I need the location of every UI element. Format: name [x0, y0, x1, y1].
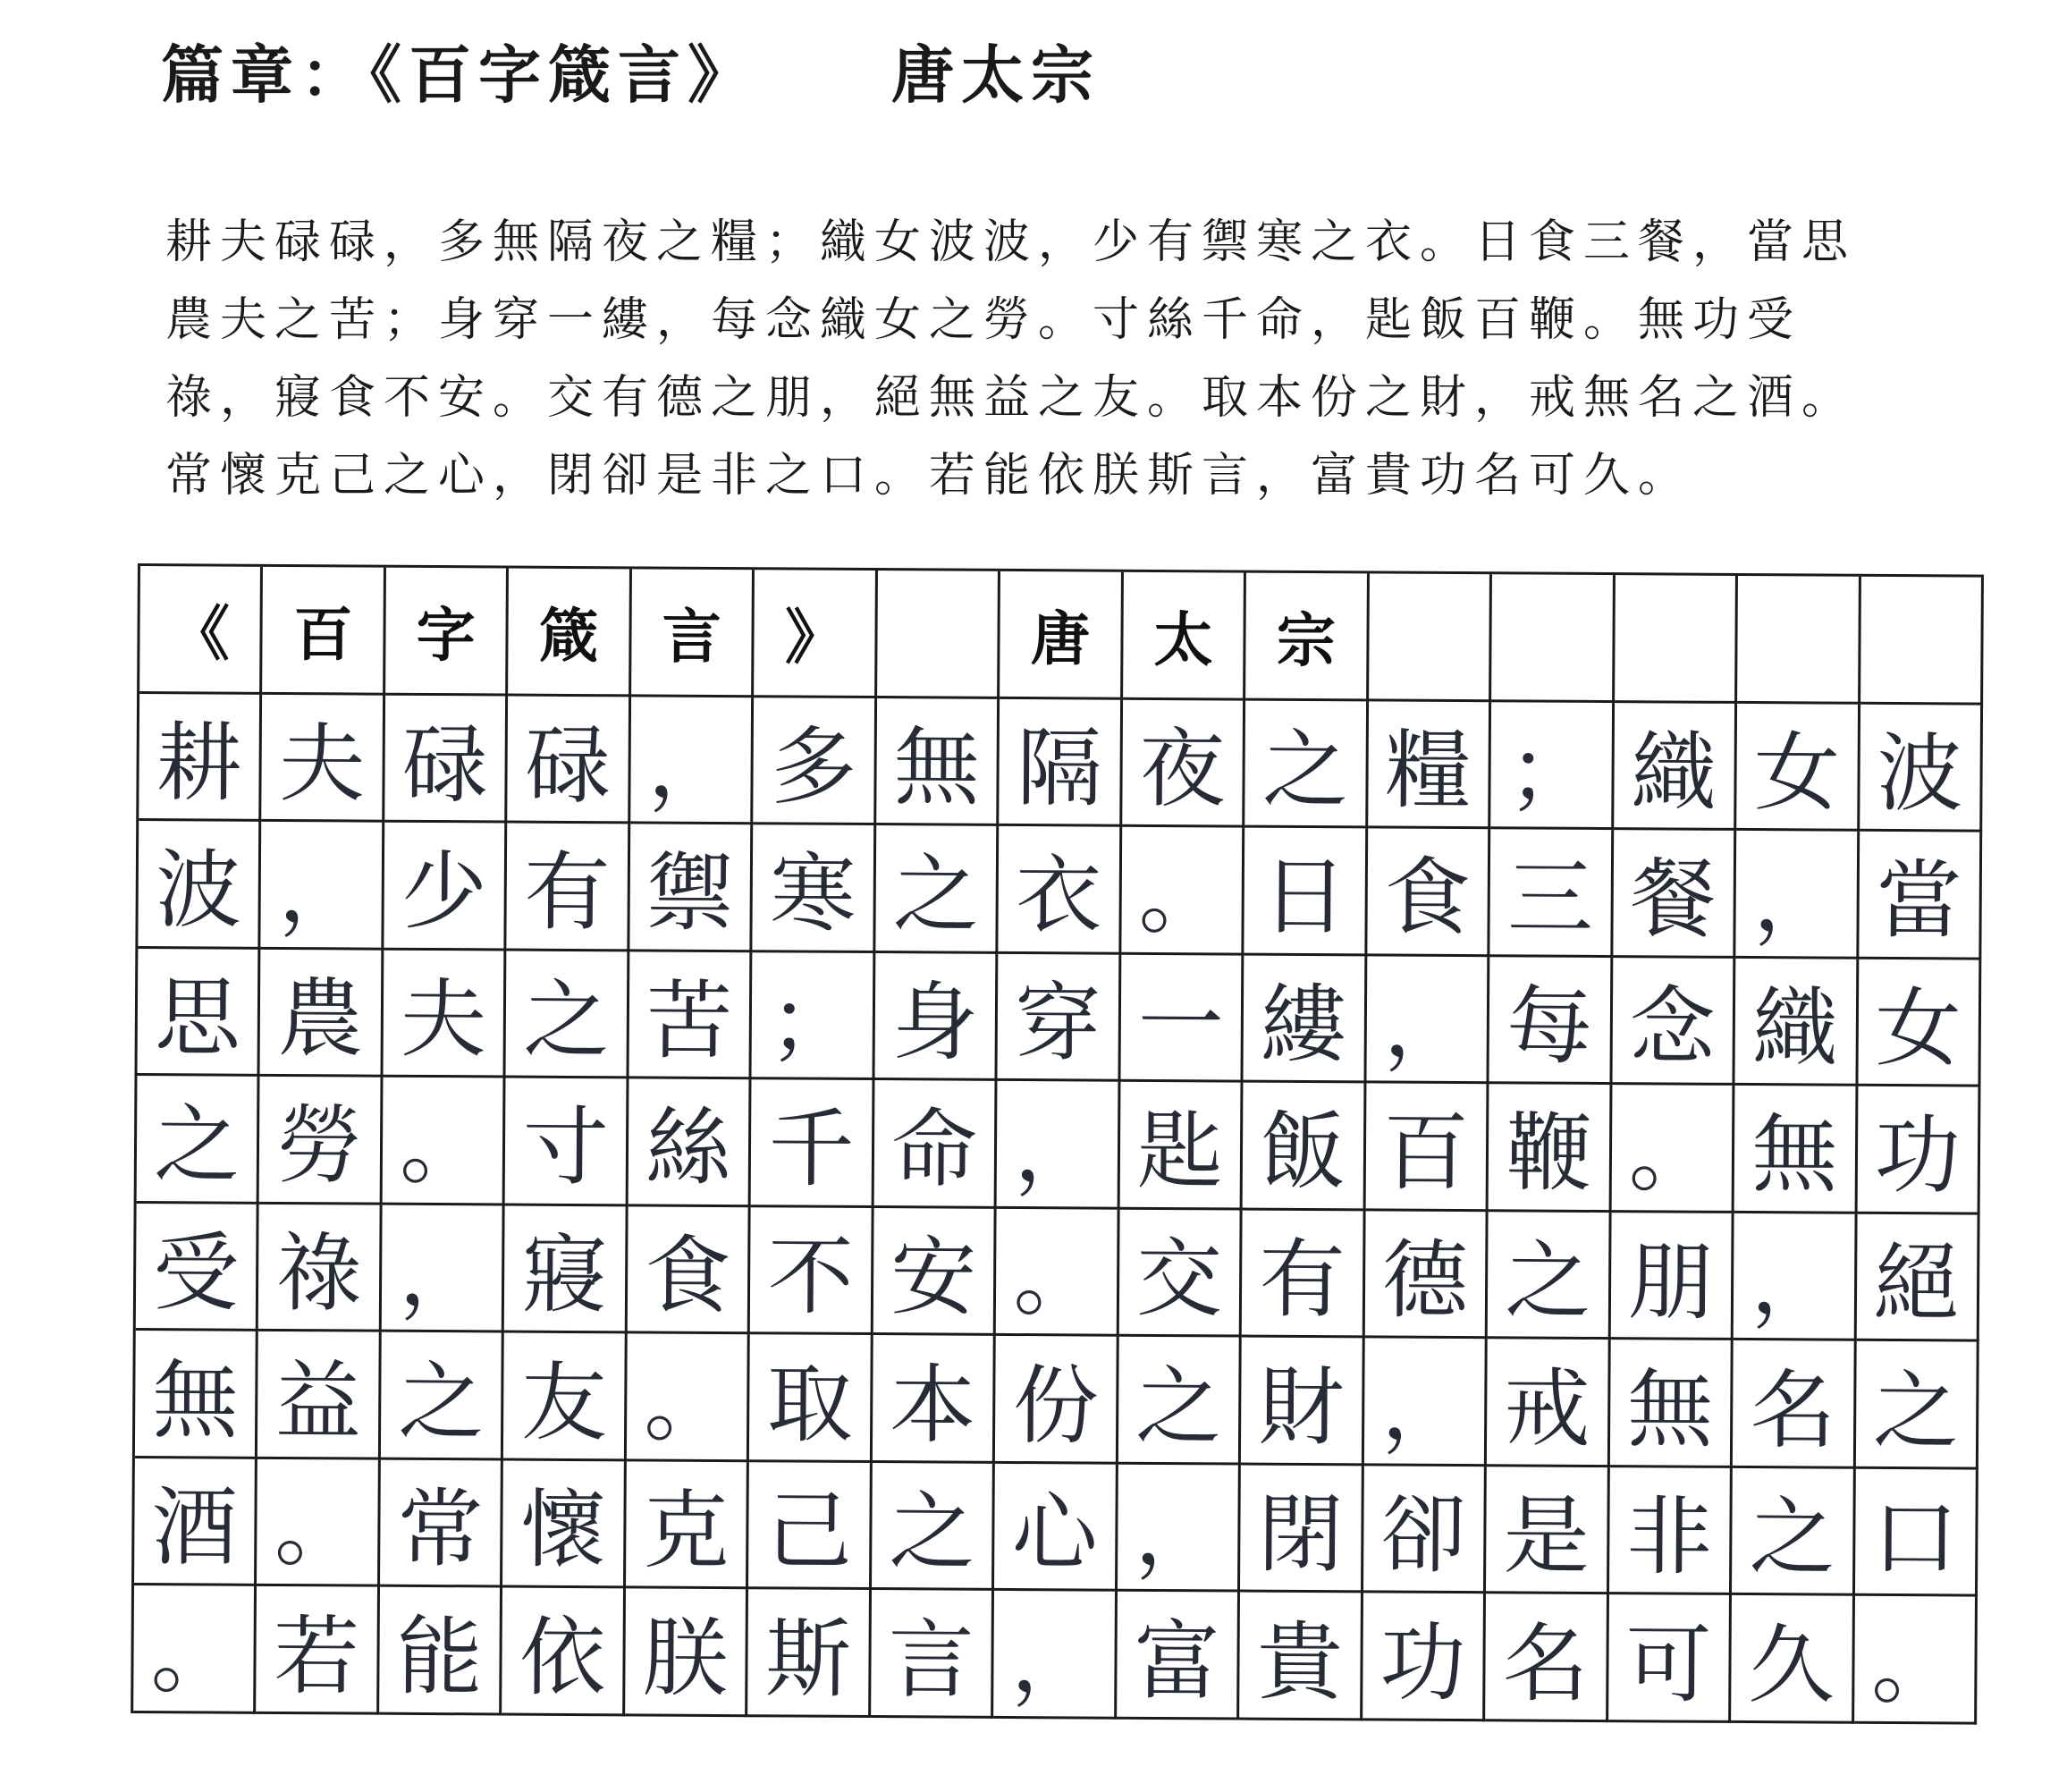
passage-line: 常懷克己之心，閉卻是非之口。若能依朕斯言，富貴功名可久。	[165, 449, 1693, 503]
passage-line: 耕夫碌碌，多無隔夜之糧；織女波波，少有禦寒之衣。日食三餐，當思	[165, 216, 1857, 269]
grid-handwritten-cell: 三	[1489, 829, 1613, 957]
grid-handwritten-cell: 夜	[1122, 699, 1245, 827]
grid-handwritten-cell: 波	[138, 821, 261, 949]
page-heading	[161, 25, 1101, 114]
grid-handwritten-cell: 依	[502, 1588, 626, 1716]
grid-handwritten-cell: 匙	[1119, 1082, 1243, 1210]
grid-handwritten-cell: 之	[1244, 700, 1368, 828]
grid-handwritten-cell: 名	[1485, 1594, 1608, 1722]
grid-handwritten-cell: 有	[1242, 1210, 1365, 1338]
grid-handwritten-cell: 之	[875, 825, 999, 953]
grid-handwritten-cell: 朋	[1610, 1213, 1734, 1340]
grid-handwritten-cell: 之	[1855, 1341, 1978, 1469]
grid-handwritten-cell: ，	[1734, 1213, 1857, 1341]
grid-handwritten-cell: 無	[1609, 1340, 1733, 1467]
grid-handwritten-cell: 富	[1117, 1592, 1240, 1720]
grid-handwritten-cell: 日	[1244, 828, 1368, 956]
grid-handwritten-cell: 餐	[1613, 830, 1736, 958]
grid-handwritten-cell: 寸	[505, 1078, 629, 1206]
grid-handwritten-cell: 碌	[384, 695, 508, 823]
grid-handwritten-cell: 寒	[753, 824, 876, 952]
grid-handwritten-cell: 功	[1363, 1593, 1486, 1721]
grid-handwritten-cell: 鞭	[1489, 1084, 1612, 1212]
grid-header-cell	[1491, 574, 1615, 702]
grid-handwritten-cell: 千	[751, 1079, 874, 1207]
grid-handwritten-cell: 少	[384, 823, 507, 951]
grid-handwritten-cell: 每	[1489, 957, 1613, 1085]
grid-handwritten-cell: 言	[871, 1590, 994, 1718]
grid-handwritten-cell: 。	[383, 1078, 506, 1205]
grid-handwritten-cell: ；	[1490, 702, 1614, 830]
grid-handwritten-cell: 交	[1118, 1209, 1242, 1337]
grid-handwritten-cell: 夫	[383, 950, 506, 1078]
grid-handwritten-cell: 之	[1732, 1468, 1855, 1596]
grid-handwritten-cell: ，	[630, 697, 754, 824]
grid-header-cell	[1369, 573, 1492, 701]
grid-handwritten-cell: 食	[628, 1206, 751, 1334]
grid-header-cell: 《	[139, 566, 263, 694]
grid-handwritten-cell: 財	[1241, 1338, 1364, 1466]
grid-handwritten-cell: 波	[1860, 704, 1983, 832]
grid-handwritten-cell: ，	[1366, 956, 1489, 1084]
grid-handwritten-cell: 糧	[1368, 701, 1491, 829]
chapter-title: 篇章：《百字箴言》	[161, 38, 757, 112]
grid-handwritten-cell: 農	[260, 950, 384, 1078]
grid-handwritten-cell: 。	[627, 1334, 750, 1462]
grid-handwritten-cell: 祿	[258, 1205, 382, 1332]
passage-line: 農夫之苦；身穿一縷，每念織女之勞。寸絲千命，匙飯百鞭。無功受	[165, 293, 1802, 347]
grid-handwritten-cell: ，	[1118, 1465, 1241, 1593]
grid-handwritten-cell: 身	[874, 953, 998, 1081]
grid-handwritten-cell: 之	[872, 1463, 995, 1591]
grid-handwritten-cell: 份	[995, 1336, 1118, 1464]
grid-handwritten-cell: 不	[750, 1207, 873, 1335]
grid-handwritten-cell: 思	[137, 949, 260, 1077]
grid-handwritten-cell: 益	[257, 1331, 381, 1459]
grid-handwritten-cell: 常	[380, 1460, 503, 1588]
grid-handwritten-cell: 閉	[1240, 1465, 1363, 1593]
grid-handwritten-cell: 一	[1120, 954, 1244, 1082]
grid-handwritten-cell: 。	[133, 1585, 257, 1713]
grid-header-cell: 》	[754, 570, 877, 697]
grid-handwritten-cell: ，	[993, 1591, 1117, 1719]
grid-handwritten-cell: ，	[382, 1205, 505, 1332]
grid-header-cell: 箴	[508, 569, 631, 697]
printed-passage	[165, 204, 1998, 526]
grid-handwritten-cell: 能	[379, 1587, 502, 1715]
grid-handwritten-cell: 本	[873, 1335, 996, 1463]
grid-handwritten-cell: 斯	[747, 1590, 871, 1718]
grid-handwritten-cell: 戒	[1487, 1340, 1610, 1467]
grid-handwritten-cell: 名	[1733, 1340, 1856, 1468]
grid-handwritten-cell: 念	[1612, 958, 1735, 1086]
grid-handwritten-cell: 之	[381, 1332, 504, 1460]
grid-handwritten-cell: 禦	[629, 824, 753, 951]
grid-header-cell	[877, 571, 1000, 698]
grid-handwritten-cell: 無	[876, 698, 1000, 826]
grid-handwritten-cell: 安	[873, 1208, 997, 1336]
grid-handwritten-cell: 酒	[134, 1458, 257, 1586]
grid-header-cell: 字	[385, 568, 509, 696]
grid-handwritten-cell: ，	[1364, 1339, 1488, 1467]
grid-handwritten-cell: ，	[261, 822, 384, 950]
grid-handwritten-cell: 之	[137, 1076, 260, 1204]
grid-handwritten-cell: 女	[1736, 703, 1860, 831]
grid-handwritten-cell: 穿	[998, 954, 1121, 1082]
grid-header-cell: 宗	[1245, 573, 1369, 701]
grid-handwritten-cell: 之	[1118, 1337, 1242, 1465]
grid-handwritten-cell: 朕	[625, 1589, 748, 1717]
grid-handwritten-cell: 。	[996, 1209, 1119, 1337]
grid-handwritten-cell: 當	[1859, 832, 1982, 959]
grid-handwritten-cell: 無	[135, 1331, 258, 1458]
grid-header-cell	[1737, 576, 1860, 704]
grid-handwritten-cell: ，	[1735, 831, 1859, 959]
grid-handwritten-cell: 。	[1854, 1596, 1978, 1724]
grid-handwritten-cell: 德	[1364, 1211, 1488, 1339]
grid-handwritten-cell: 苦	[629, 951, 752, 1079]
grid-handwritten-cell: 己	[748, 1462, 872, 1590]
grid-handwritten-cell: 心	[994, 1464, 1118, 1592]
grid-header-cell: 百	[263, 567, 386, 695]
grid-handwritten-cell: 無	[1734, 1086, 1858, 1213]
grid-handwritten-cell: 取	[749, 1335, 873, 1463]
grid-handwritten-cell: 非	[1609, 1467, 1733, 1595]
grid-header-cell	[1860, 577, 1984, 705]
grid-handwritten-cell: 絲	[628, 1079, 751, 1207]
grid-handwritten-cell: 隔	[999, 698, 1122, 826]
grid-handwritten-cell: 是	[1486, 1467, 1609, 1594]
grid-handwritten-cell: 可	[1608, 1595, 1732, 1723]
grid-handwritten-cell: 勞	[259, 1077, 383, 1205]
grid-handwritten-cell: 功	[1857, 1086, 1980, 1214]
grid-header-cell: 太	[1123, 572, 1246, 700]
grid-handwritten-cell: 百	[1365, 1084, 1489, 1212]
grid-handwritten-cell: 久	[1731, 1595, 1854, 1723]
grid-handwritten-cell: 女	[1858, 959, 1981, 1086]
grid-handwritten-cell: ，	[997, 1081, 1120, 1209]
author-name: 唐太宗	[891, 38, 1101, 112]
grid-handwritten-cell: 之	[506, 951, 629, 1078]
grid-handwritten-cell: 受	[136, 1204, 259, 1331]
grid-handwritten-cell: 有	[507, 824, 630, 951]
grid-handwritten-cell: 之	[1488, 1212, 1611, 1340]
grid-handwritten-cell: 衣	[999, 826, 1122, 954]
grid-handwritten-cell: ；	[752, 952, 875, 1080]
grid-handwritten-cell: 若	[257, 1586, 380, 1714]
grid-handwritten-cell: 織	[1735, 959, 1859, 1086]
grid-handwritten-cell: 口	[1855, 1469, 1978, 1597]
grid-handwritten-cell: 克	[626, 1461, 749, 1589]
grid-handwritten-cell: 貴	[1239, 1593, 1363, 1720]
grid-handwritten-cell: 絕	[1856, 1214, 1979, 1342]
grid-handwritten-cell: 。	[1611, 1085, 1734, 1213]
grid-handwritten-cell: 夫	[262, 694, 385, 822]
grid-handwritten-cell: 友	[503, 1333, 627, 1461]
passage-line: 祿，寢食不安。交有德之朋，絕無益之友。取本份之財，戒無名之酒。	[165, 371, 1857, 425]
grid-header-cell	[1615, 575, 1738, 703]
grid-handwritten-cell: 碌	[508, 696, 631, 824]
grid-handwritten-cell: 懷	[502, 1460, 626, 1588]
writing-grid	[131, 563, 1984, 1725]
grid-handwritten-cell: 。	[257, 1459, 380, 1587]
grid-handwritten-cell: 卻	[1363, 1466, 1487, 1593]
grid-handwritten-cell: 飯	[1243, 1083, 1366, 1211]
grid-handwritten-cell: 寢	[504, 1205, 628, 1333]
grid-header-cell: 言	[631, 569, 755, 697]
grid-handwritten-cell: 食	[1367, 829, 1490, 957]
grid-handwritten-cell: 多	[754, 697, 877, 825]
grid-header-cell: 唐	[1000, 571, 1123, 699]
grid-handwritten-cell: 縷	[1244, 955, 1367, 1083]
grid-handwritten-cell: 織	[1614, 703, 1737, 831]
grid-handwritten-cell: 。	[1121, 827, 1244, 955]
grid-handwritten-cell: 命	[873, 1080, 997, 1208]
grid-handwritten-cell: 耕	[139, 694, 262, 822]
